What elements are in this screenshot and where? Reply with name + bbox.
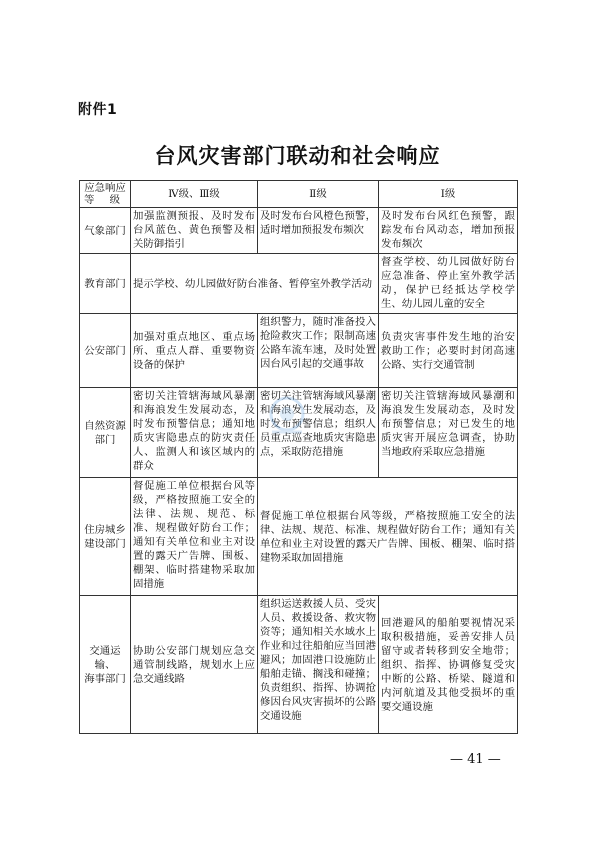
cell-natural-resources-iv-iii: 密切关注管辖海域风暴潮和海浪发生发展动态，及时发布预警信息；通知地质灾害隐患点的防灾责任人、监测人和该区域内的群众: [131, 388, 258, 478]
dept-transport: [80, 596, 131, 734]
header-level-iv-iii: Ⅳ级、Ⅲ级: [131, 181, 258, 208]
cell-education-i: 督查学校、幼儿园做好防台应急准备、停止室外教学活动，保护已经抵达学校学生、幼儿园儿童的安全: [379, 254, 518, 314]
table-row-housing: [80, 478, 518, 596]
table-row-public-security: [80, 314, 518, 388]
header-level-i: Ⅰ级: [379, 181, 518, 208]
cell-housing-iv-iii: 督促施工单位根据台风等级，严格按照施工安全的法律、法规、规范、标准、规程做好防台工作；通知有关单位和业主对设置的露天广告牌、围板、棚架、临时搭建物采取加固措施: [131, 478, 258, 596]
cell-education-iv-ii: 提示学校、幼儿园做好防台准备、暂停室外教学活动: [131, 254, 379, 314]
dept-housing-line-2: 建设部门: [84, 537, 126, 550]
cell-meteorology-i: 及时发布台风红色预警，跟踪发布台风动态，增加预报发布频次: [379, 208, 518, 254]
dept-education: 教育部门: [80, 254, 131, 314]
corner-line-1: 应急响应: [84, 182, 126, 194]
cell-housing-ii-i: 督促施工单位根据台风等级，严格按照施工安全的法律、法规、规范、标准、规程做好防台工作；通知有关单位和业主对设置的露天广告牌、围板、棚架、临时搭建物采取加固措施: [258, 478, 518, 596]
cell-transport-i: 回港避风的船舶要视情况采取积极措施，妥善安排人员留守或者转移到安全地带；组织、指挥、协调修复受灾中断的公路、桥梁、隧道和内河航道及其他受损坏的重要交通设施: [379, 596, 518, 734]
cell-public-security-iv-iii: 加强对重点地区、重点场所、重点人群、重要物资设备的保护: [131, 314, 258, 388]
dept-natural-resources-line-2: 部门: [94, 433, 116, 446]
dept-transport-line-2: 海事部门: [84, 672, 126, 685]
cell-meteorology-ii: 及时发布台风橙色预警，适时增加预报发布频次: [258, 208, 379, 254]
cell-transport-ii: 组织运送救援人员、受灾人员、救援设备、救灾物资等；通知相关水域水上作业和过往船舶应当回港避风；加固港口设施防止船舶走锚、搁浅和碰撞；负责组织、指挥、协调抢修因台风灾害损坏的公路交通设施: [258, 596, 379, 734]
cell-public-security-ii: 组织警力，随时准备投入抢险救灾工作；限制高速公路车流车速，及时处置因台风引起的交通事故: [258, 314, 379, 388]
cell-meteorology-iv-iii: 加强监测预报、及时发布台风蓝色、黄色预警及相关防御指引: [131, 208, 258, 254]
cell-natural-resources-i: 密切关注管辖海域风暴潮和海浪发生发展动态，及时发布预警信息；对已发生的地质灾害开展应急调查，协助当地政府采取应急措施: [379, 388, 518, 478]
table-row-meteorology: [80, 208, 518, 254]
header-level-ii: Ⅱ级: [258, 181, 379, 208]
table-header-row: [80, 181, 518, 208]
table-row-education: [80, 254, 518, 314]
corner-line-2: 等 级: [83, 194, 127, 206]
response-table: [79, 180, 518, 734]
cell-public-security-i: 负责灾害事件发生地的治安救助工作；必要时封闭高速公路、实行交通管制: [379, 314, 518, 388]
dept-natural-resources-line-1: 自然资源: [84, 419, 126, 432]
dept-transport-line-1: 交通运输、: [89, 644, 121, 671]
attachment-label: 附件1: [78, 102, 118, 118]
dept-natural-resources: [80, 388, 131, 478]
dept-housing-line-1: 住房城乡: [84, 523, 126, 536]
dept-meteorology: 气象部门: [80, 208, 131, 254]
corner-header: [80, 181, 131, 208]
dept-housing: [80, 478, 131, 596]
page-number: — 41 —: [450, 752, 501, 767]
cell-transport-iv-iii: 协助公安部门规划应急交通管制线路，规划水上应急交通线路: [131, 596, 258, 734]
faint-watermark-logo: [252, 388, 322, 444]
table-row-transport: [80, 596, 518, 734]
cell-natural-resources-ii: 密切关注管辖海域风暴潮和海浪发生发展动态，及时发布预警信息；组织人员重点巡查地质灾害隐患点，采取防范措施: [258, 388, 379, 478]
page-title: 台风灾害部门联动和社会响应: [154, 144, 441, 168]
dept-public-security: 公安部门: [80, 314, 131, 388]
